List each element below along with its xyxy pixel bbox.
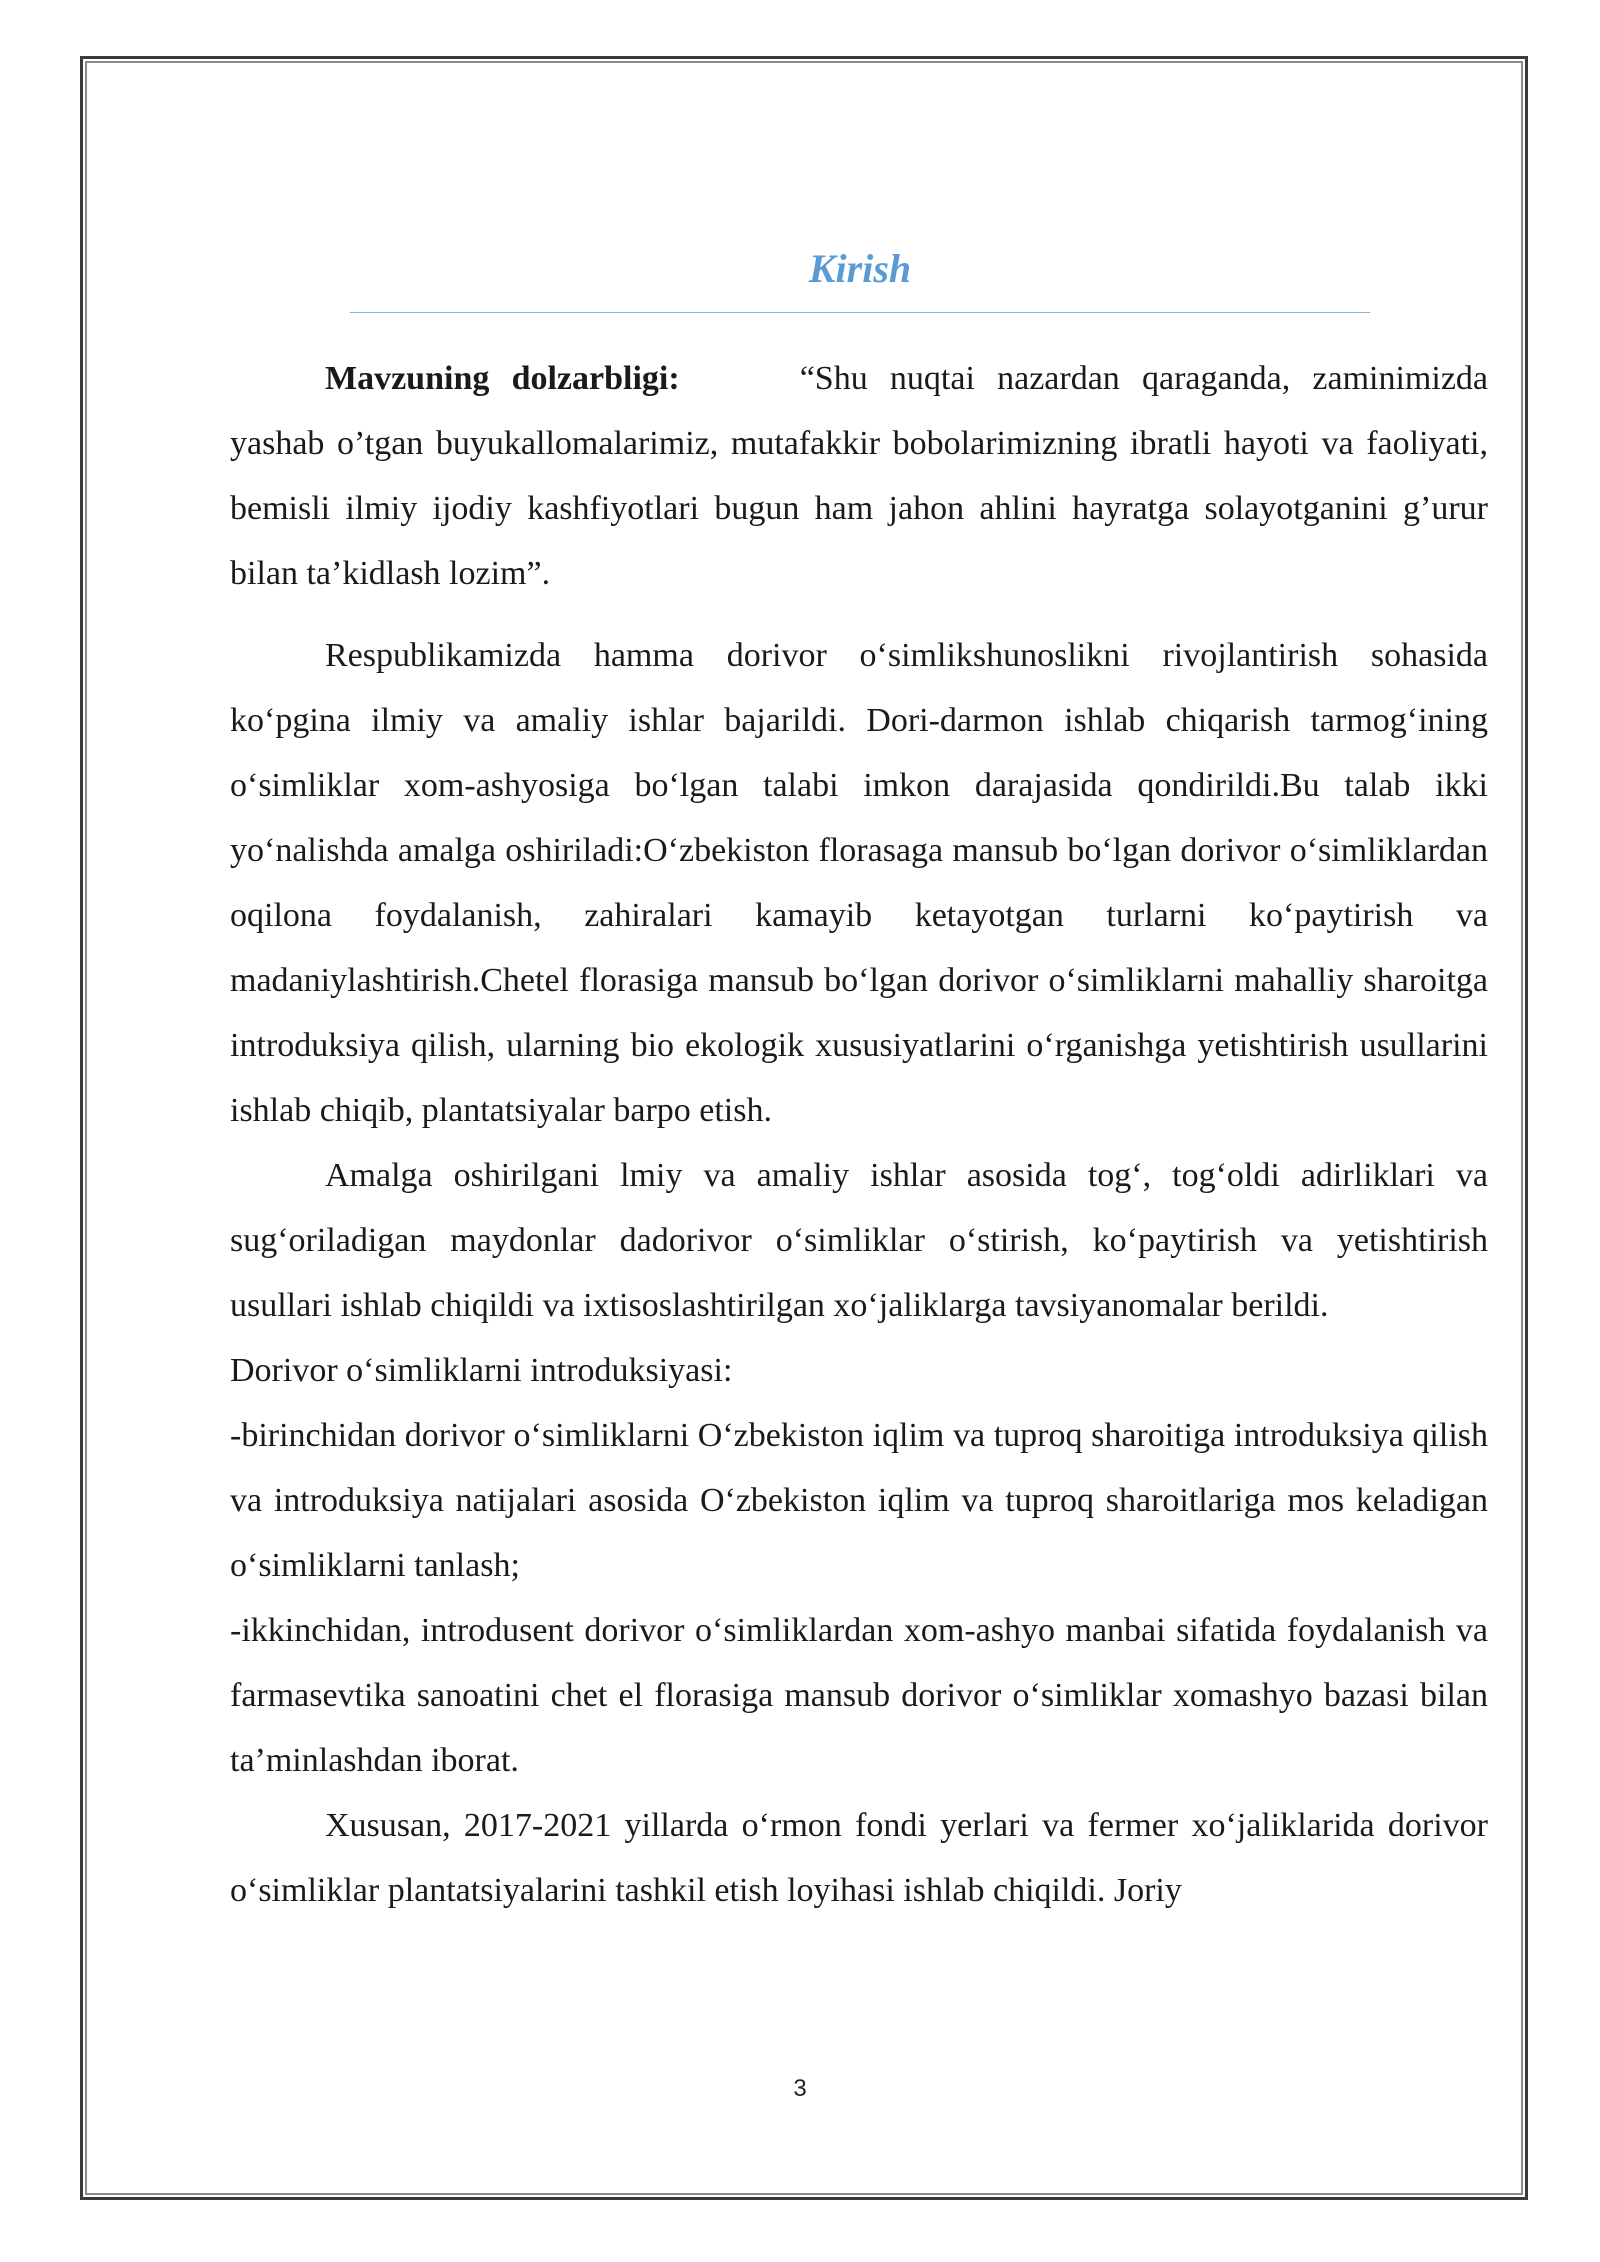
section-heading: Kirish	[808, 246, 912, 291]
heading-underline	[350, 312, 1370, 313]
list-item: -birinchidan dorivor o‘simliklarni O‘zbekiston iqlim va tuproq sharoitiga introduksiya qilish va introduksiya natijalari asosida O‘zbekiston iqlim va tuproq sharoitlariga mos keladigan o‘simliklarni tanlash;	[230, 1417, 1488, 1584]
intro-label: Mavzuning dolzarbligi:	[325, 360, 680, 397]
intro-paragraph	[230, 346, 1488, 606]
body-paragraph: Respublikamizda hamma dorivor o‘simlikshunoslikni rivojlantirish sohasida ko‘pgina ilmiy va amaliy ishlar bajarildi. Dori-darmon ishlab chiqarish tarmog‘ining o‘simliklar xom-ashyosiga bo‘lgan talabi imkon darajasida qondirildi.Bu talab ikki yo‘nalishda amalga oshiriladi:O‘zbekiston florasaga mansub bo‘lgan dorivor o‘simliklardan oqilona foydalanish, zahiralari kamayib ketayotgan turlarni ko‘paytirish va madaniylashtirish.Chetel florasiga mansub bo‘lgan dorivor o‘simliklarni mahalliy sharoitga introduksiya qilish, ularning bio ekologik xususiyatlarini o‘rganishga yetishtirish usullarini ishlab chiqib, plantatsiyalar barpo etish.	[230, 637, 1488, 1129]
body-paragraph: Dorivor o‘simliklarni introduksiyasi:	[230, 1352, 733, 1389]
intro-text: “Shu nuqtai nazardan qaraganda, zaminimizda yashab o’tgan buyukallomalarimiz, mutafakkir bobolarimizning ibratli hayoti va faoliyati, bemisli ilmiy ijodiy kashfiyotlari bugun ham jahon ahlini hayratga solayotganini g’urur bilan ta’kidlash lozim”.	[230, 360, 1488, 592]
body-paragraph: Amalga oshirilgani lmiy va amaliy ishlar asosida tog‘, tog‘oldi adirliklari va sug‘oriladigan maydonlar dadorivor o‘simliklar o‘stirish, ko‘paytirish va yetishtirish usullari ishlab chiqildi va ixtisoslashtirilgan xo‘jaliklarga tavsiyanomalar berildi.	[230, 1157, 1488, 1324]
list-item: -ikkinchidan, introdusent dorivor o‘simliklardan xom-ashyo manbai sifatida foydalanish va farmasevtika sanoatini chet el florasiga mansub dorivor o‘simliklar xomashyo bazasi bilan ta’minlashdan iborat.	[230, 1612, 1488, 1779]
document-body	[230, 346, 1488, 1923]
page-number: 3	[793, 2075, 807, 2102]
body-paragraph: Xususan, 2017-2021 yillarda o‘rmon fondi yerlari va fermer xo‘jaliklarida dorivor o‘simliklar plantatsiyalarini tashkil etish loyihasi ishlab chiqildi. Joriy	[230, 1807, 1488, 1909]
